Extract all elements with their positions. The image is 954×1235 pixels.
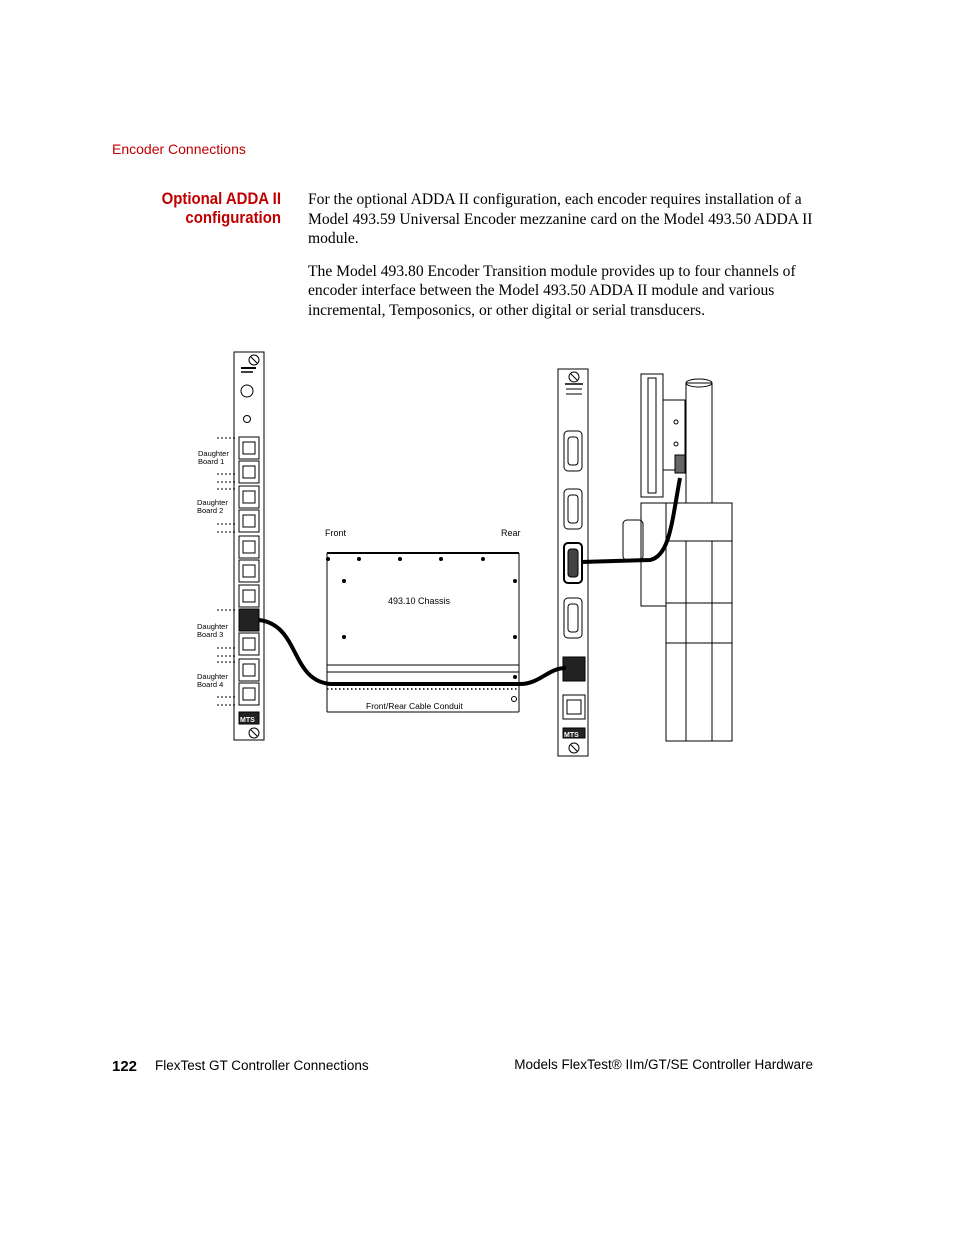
daughter-board-1-label-line2: Board 1 — [198, 457, 225, 466]
paragraph-2: The Model 493.80 Encoder Transition module provides up to four channels of encoder interface between the Model 493.50 ADDA II module and various incremental, Temposonics, or other digital or serial transducers. — [308, 262, 796, 319]
rear-label: Rear — [501, 528, 521, 538]
paragraph-1: For the optional ADDA II configuration, each encoder requires installation of a Model 493.59 Universal Encoder mezzanine card on the Model 493.50 ADDA II module. — [308, 191, 813, 247]
chassis — [327, 553, 520, 712]
adda-ii-module — [234, 352, 264, 740]
daughter-board-3-label-line1: Daughter — [197, 622, 228, 631]
page-number: 122 — [112, 1058, 138, 1075]
daughter-board-3-label-line2: Board 3 — [197, 630, 224, 639]
actuator — [623, 374, 732, 741]
daughter-board-2-label-line1: Daughter — [197, 498, 228, 507]
daughter-board-4-label-line1: Daughter — [197, 672, 228, 681]
daughter-board-1-label-line1: Daughter — [198, 449, 229, 458]
section-heading: Optional ADDA II configuration — [161, 189, 281, 227]
footer-manual-title: Models FlexTest® IIm/GT/SE Controller Hardware — [514, 1057, 813, 1072]
front-label: Front — [325, 528, 347, 538]
adda-logo: MTS — [240, 717, 255, 724]
running-head: Encoder Connections — [112, 141, 246, 157]
footer-chapter: FlexTest GT Controller Connections — [155, 1058, 369, 1073]
transition-logo: MTS — [564, 732, 579, 739]
daughter-board-4-label-line2: Board 4 — [197, 680, 224, 689]
daughter-board-2-label-line2: Board 2 — [197, 506, 224, 515]
conduit-label: Front/Rear Cable Conduit — [366, 701, 463, 711]
chassis-label: 493.10 Chassis — [388, 596, 451, 606]
